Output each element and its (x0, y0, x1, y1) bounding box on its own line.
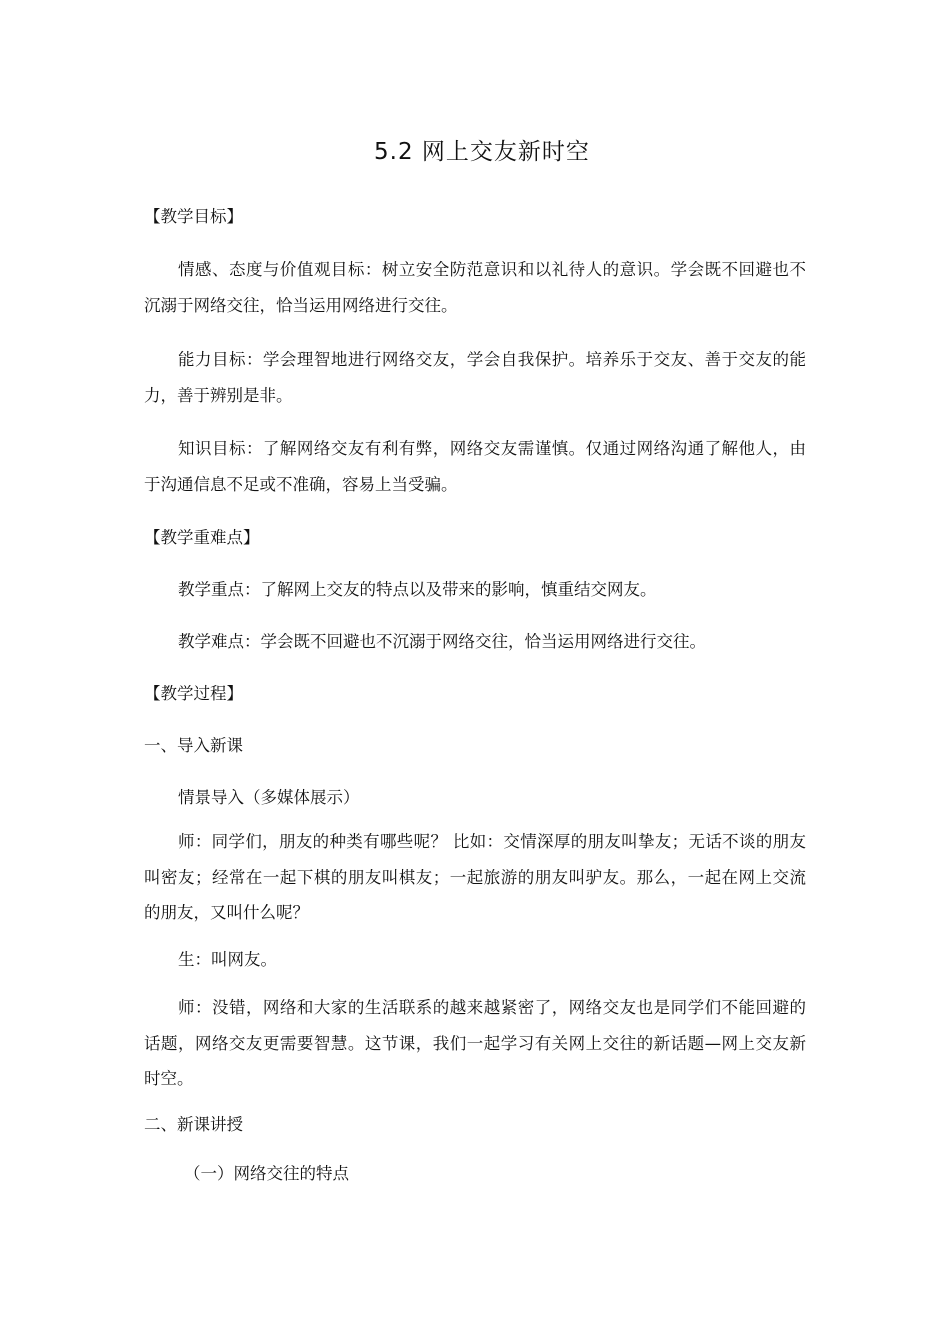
paragraph-teacher-question-line-2: 叫密友；经常在一起下棋的朋友叫棋友；一起旅游的朋友叫驴友。那么，一起在网上交流 (144, 868, 806, 887)
paragraph-knowledge-goal-line-2: 于沟通信息不足或不准确，容易上当受骗。 (144, 475, 458, 494)
paragraph-teacher-response-line-2: 话题，网络交友更需要智慧。这节课，我们一起学习有关网上交往的新话题—网上交友新 (144, 1034, 806, 1053)
paragraph-knowledge-goal-line-1: 知识目标：了解网络交友有利有弊，网络交友需谨慎。仅通过网络沟通了解他人，由 (178, 439, 806, 458)
paragraph-scenario-intro: 情景导入（多媒体展示） (178, 788, 360, 807)
section-heading-key-points: 【教学重难点】 (144, 528, 260, 547)
section-heading-process: 【教学过程】 (144, 684, 243, 703)
subsection-heading-intro: 一、导入新课 (144, 736, 243, 755)
subsection-heading-new-lesson: 二、新课讲授 (144, 1115, 243, 1134)
page-title: 5.2 网上交友新时空 (374, 139, 590, 165)
paragraph-teacher-response-line-1: 师：没错，网络和大家的生活联系的越来越紧密了，网络交友也是同学们不能回避的 (178, 998, 806, 1017)
paragraph-teacher-response-line-3: 时空。 (144, 1069, 194, 1088)
paragraph-student-answer: 生：叫网友。 (178, 950, 277, 969)
paragraph-ability-goal-line-2: 力，善于辨别是非。 (144, 386, 293, 405)
sub-item-heading-characteristics: （一）网络交往的特点 (184, 1164, 349, 1183)
paragraph-emotion-goal-line-1: 情感、态度与价值观目标：树立安全防范意识和以礼待人的意识。学会既不回避也不 (178, 260, 806, 279)
paragraph-teacher-question-line-1: 师：同学们，朋友的种类有哪些呢？ 比如：交情深厚的朋友叫挚友；无话不谈的朋友 (178, 832, 806, 851)
paragraph-emotion-goal-line-2: 沉溺于网络交往，恰当运用网络进行交往。 (144, 296, 458, 315)
paragraph-difficult-point: 教学难点：学会既不回避也不沉溺于网络交往，恰当运用网络进行交往。 (178, 632, 706, 651)
paragraph-ability-goal-line-1: 能力目标：学会理智地进行网络交友，学会自我保护。培养乐于交友、善于交友的能 (178, 350, 806, 369)
section-heading-goals: 【教学目标】 (144, 207, 243, 226)
paragraph-key-point: 教学重点：了解网上交友的特点以及带来的影响，慎重结交网友。 (178, 580, 657, 599)
paragraph-teacher-question-line-3: 的朋友，又叫什么呢？ (144, 903, 309, 922)
